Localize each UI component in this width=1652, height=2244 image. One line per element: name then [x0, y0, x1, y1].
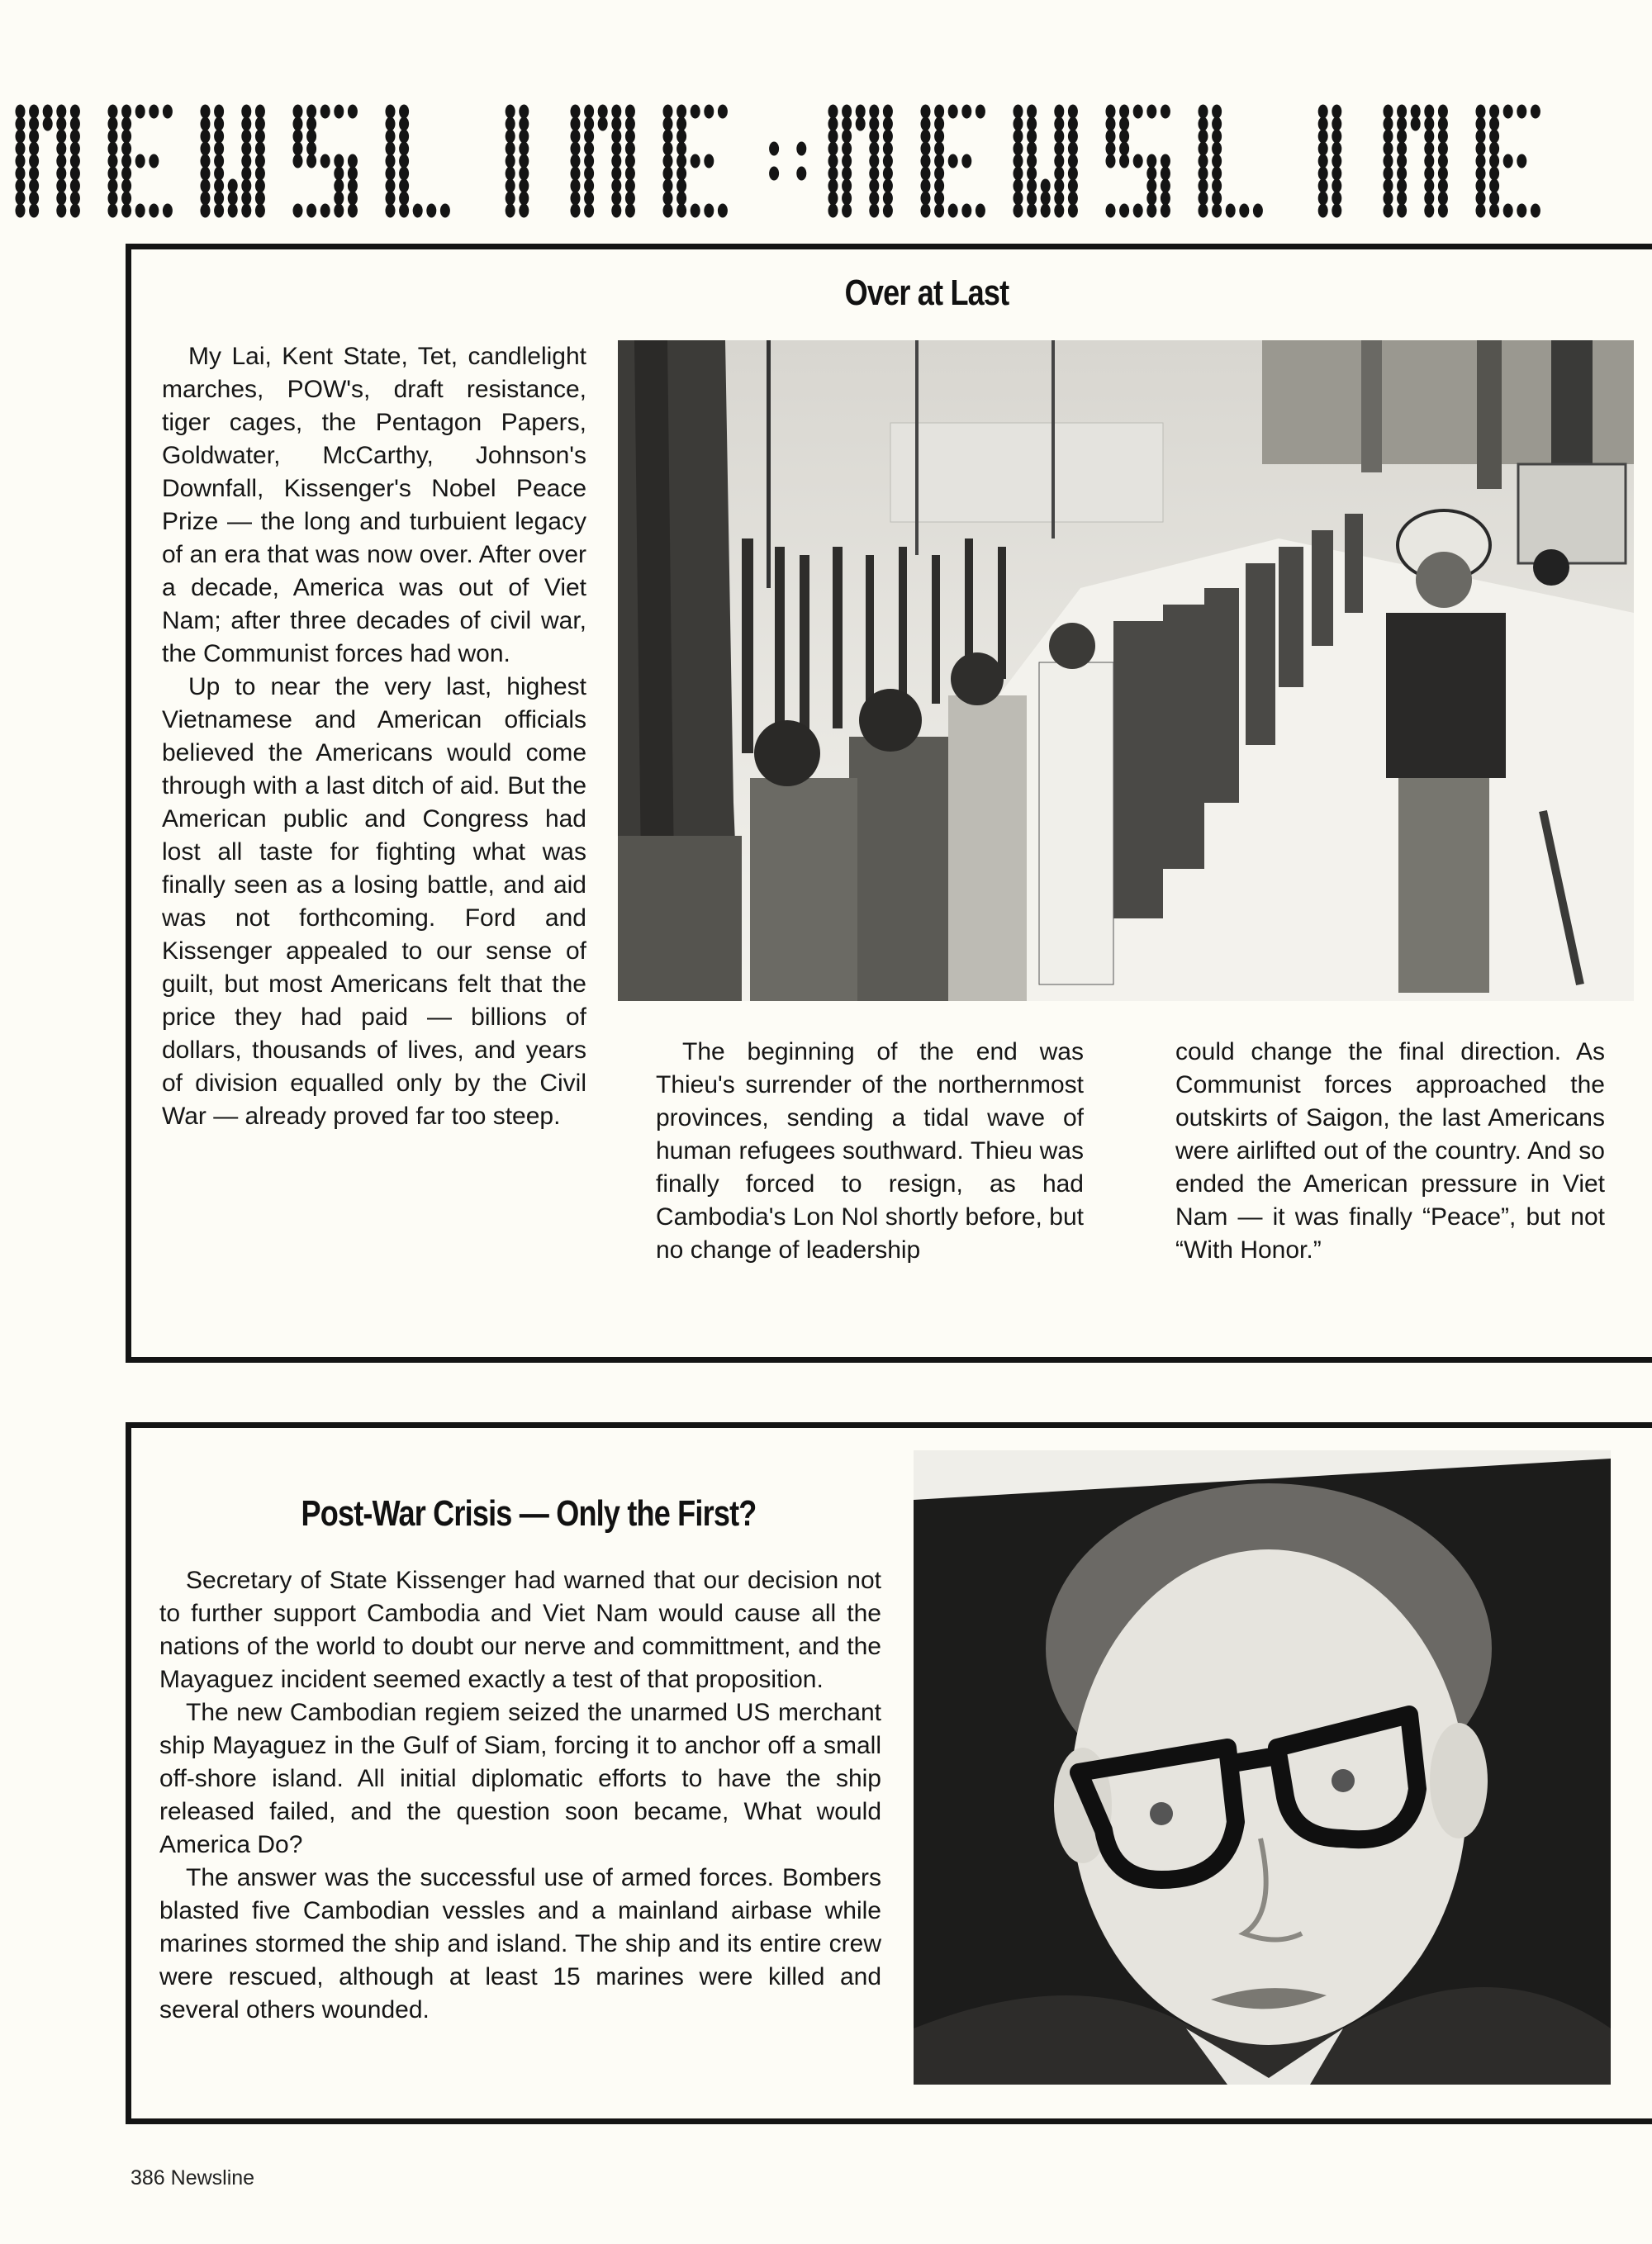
headline-post-war-crisis: Post-War Crisis — Only the First?	[301, 1493, 757, 1534]
paragraph: The new Cambodian regiem seized the unarmed US merchant ship Mayaguez in the Gulf of Siam, forcing it to anchor off a small off-shore island. All initial diplomatic efforts to have the ship released failed, and the question soon became, What would America Do?	[159, 1699, 881, 1858]
masthead-letter	[201, 105, 265, 218]
paragraph: The answer was the successful use of armed forces. Bombers blasted five Cambodian vessles and a mainland airbase while marines stormed the ship and island. The ship and its entire crew were rescued, although at least 15 marines were killed and several others wounded.	[159, 1864, 881, 2023]
masthead-banner	[0, 97, 1652, 221]
masthead-letter	[1014, 105, 1078, 218]
masthead-letter	[571, 105, 635, 218]
masthead-letter	[108, 105, 173, 218]
article-column-2	[656, 1036, 1084, 1267]
paragraph: could change the final direction. As Communist forces approached the outskirts of Saigon, the last Americans were airlifted out of the country. And so ended the American pressure in Viet Nam — it was finally “Peace”, but not “With Honor.”	[1175, 1038, 1605, 1264]
page-folio: 386 Newsline	[131, 2166, 255, 2189]
masthead-letter	[663, 105, 728, 218]
photo-portrait-icon	[914, 1450, 1611, 2085]
masthead-letter	[1384, 105, 1448, 218]
masthead-letter	[828, 105, 893, 218]
headline-over-at-last: Over at Last	[844, 273, 1009, 313]
paragraph: Up to near the very last, highest Vietnamese and American officials believed the Americans would come through with a last ditch of aid. But the American public and Congress had lost all taste for fighting what was finally seen as a losing battle, and aid was not forthcoming. Ford and Kissenger appealed to our sense of guilt, but most Americans felt that the price they had paid — billions of dollars, thousands of lives, and years of division equalled only by the Civil War — already proved far too steep.	[162, 673, 586, 1130]
photo-march-icon	[618, 340, 1634, 1001]
masthead-letter	[16, 105, 80, 218]
masthead-letter	[769, 142, 806, 181]
masthead-letter	[293, 105, 358, 218]
masthead-letter	[1199, 105, 1263, 218]
paragraph: Secretary of State Kissenger had warned that our decision not to further support Cambodia and Viet Nam would cause all the nations of the world to doubt our nerve and committment, and the Mayaguez incident seemed exactly a test of that proposition.	[159, 1567, 881, 1693]
masthead-letter	[1476, 105, 1540, 218]
newsline-dot-matrix-logo	[0, 97, 1652, 221]
article-column-post-war	[159, 1564, 881, 2027]
masthead-letter	[386, 105, 450, 218]
article-column-3	[1175, 1036, 1605, 1267]
masthead-letter	[921, 105, 985, 218]
paragraph: The beginning of the end was Thieu's surrender of the northernmost provinces, sending a tidal wave of human refugees southward. Thieu was finally forced to resign, as had Cambodia's Lon Nol shortly before, but no change of leadership	[656, 1038, 1084, 1264]
photo-kissenger-portrait	[914, 1450, 1611, 2085]
masthead-letter	[1106, 105, 1170, 218]
article-column-1	[162, 340, 586, 1133]
masthead-letter	[506, 105, 529, 218]
photo-soldiers-marching	[618, 340, 1634, 1001]
paragraph: My Lai, Kent State, Tet, candlelight marches, POW's, draft resistance, tiger cages, the Pentagon Papers, Goldwater, McCarthy, Johnson's Downfall, Kissenger's Nobel Peace Prize — the long and turbuient legacy of an era that was now over. After over a decade, America was out of Viet Nam; after three decades of civil war, the Communist forces had won.	[162, 343, 586, 667]
masthead-letter	[1318, 105, 1342, 218]
